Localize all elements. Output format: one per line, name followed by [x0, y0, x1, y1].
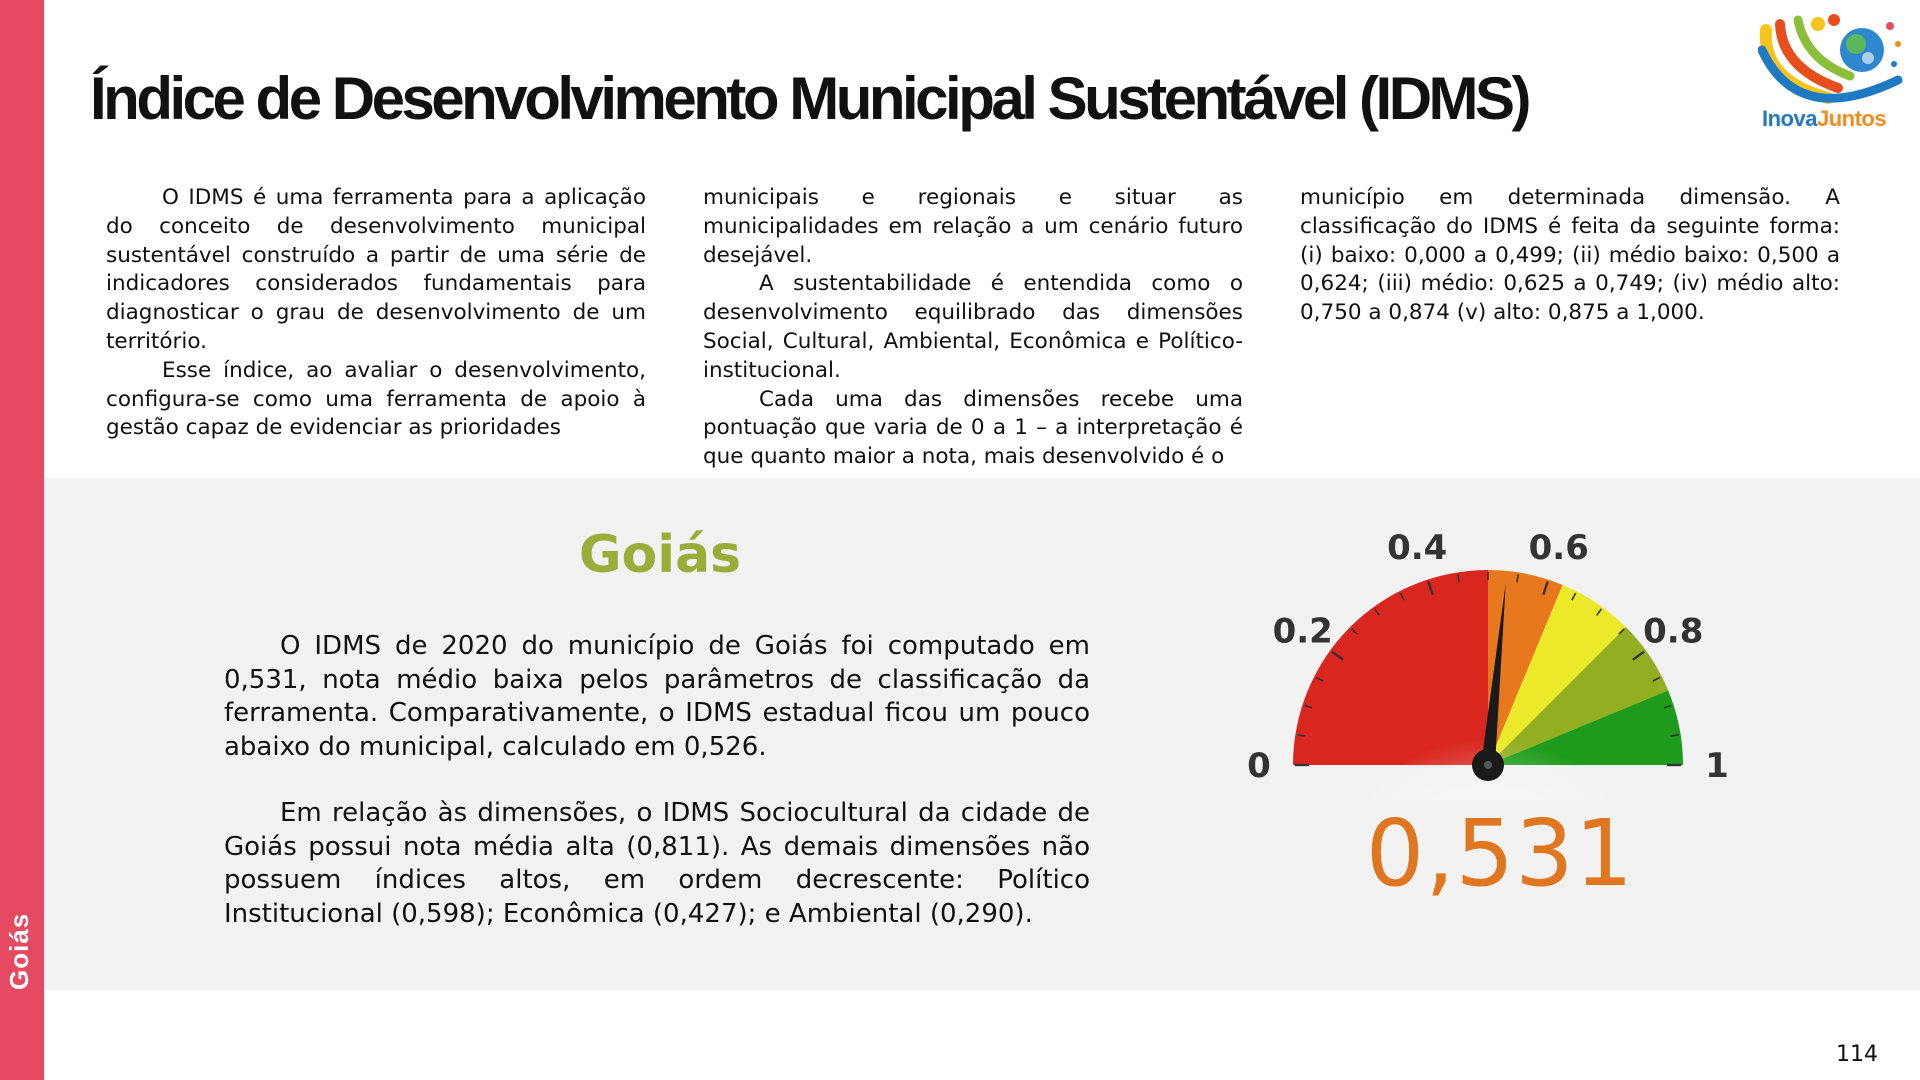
municipality-summary [224, 630, 1090, 931]
page-number: 114 [1836, 1042, 1878, 1067]
intro-paragraph: municipais e regionais e situar as municipalidades em relação a um cenário futuro desejável. [703, 185, 1243, 268]
side-bar-label: Goiás [4, 912, 34, 990]
intro-paragraph: Esse índice, ao avaliar o desenvolvimento, configura-se como uma ferramenta de apoio à gestão capaz de evidenciar as prioridades [106, 357, 646, 441]
intro-paragraph: Cada uma das dimensões recebe uma pontuação que varia de 0 a 1 – a interpretação é que quanto maior a nota, mais desenvolvido é o [703, 386, 1243, 470]
section-heading: Goiás [578, 525, 742, 585]
idms-gauge [1240, 520, 1760, 800]
gauge-tick-label: 0 [1247, 746, 1271, 786]
logo-word-inova: Inova [1762, 106, 1817, 131]
gauge-tick-label: 1 [1705, 746, 1729, 786]
summary-paragraph: O IDMS de 2020 do município de Goiás foi computado em 0,531, nota médio baixa pelos parâmetros de classificação da ferramenta. Comparativamente, o IDMS estadual ficou um pouco abaixo do municipal, calculado em 0,526. [224, 631, 1090, 762]
gauge-tick-label: 0.6 [1528, 528, 1589, 569]
logo-word-juntos: Juntos [1816, 106, 1887, 131]
intro-column-2 [703, 184, 1243, 472]
intro-column-1 [106, 184, 646, 443]
intro-paragraph: A sustentabilidade é entendida como o desenvolvimento equilibrado das dimensões Social, Cultural, Ambiental, Econômica e Político-institucional. [703, 271, 1243, 383]
gauge-tick-label: 0.2 [1272, 611, 1333, 652]
gauge-value-label: 0,531 [1365, 800, 1635, 907]
gauge-tick-label: 0.8 [1643, 611, 1704, 652]
logo-wordmark [1762, 106, 1886, 132]
summary-paragraph: Em relação às dimensões, o IDMS Sociocultural da cidade de Goiás possui nota média alta (0,811). As demais dimensões não possuem índices altos, em ordem decrescente: Político Institucional (0,598); Econômica (0,427); e Ambiental (0,290). [224, 798, 1090, 929]
page-title: Índice de Desenvolvimento Municipal Sustentável (IDMS) [90, 65, 1529, 132]
intro-column-3 [1300, 184, 1840, 328]
gauge-needle-hub-center [1484, 761, 1492, 769]
gauge-tick-label: 0.4 [1387, 528, 1448, 569]
intro-paragraph: O IDMS é uma ferramenta para a aplicação do conceito de desenvolvimento municipal sustentável construído a partir de uma série de indicadores considerados fundamentais para diagnosticar o grau de desenvolvimento de um território. [106, 185, 646, 354]
intro-paragraph: município em determinada dimensão. A classificação do IDMS é feita da seguinte forma: (i) baixo: 0,000 a 0,499; (ii) médio baixo: 0,500 a 0,624; (iii) médio: 0,625 a 0,749; (iv) médio alto: 0,750 a 0,874 (v) alto: 0,875 a 1,000. [1300, 185, 1840, 326]
